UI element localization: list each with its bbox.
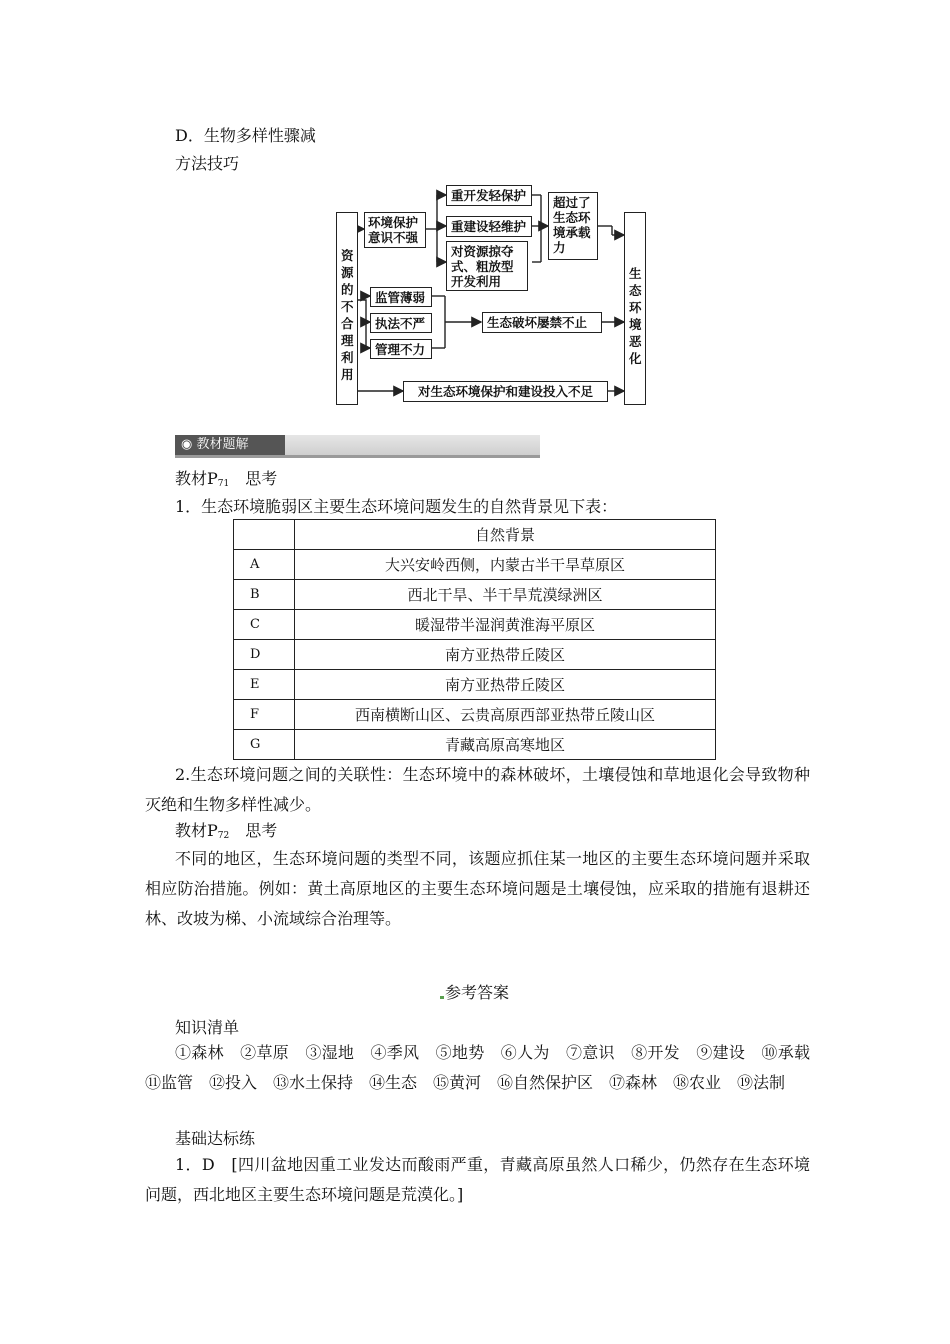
table-row-text: 大兴安岭西侧，内蒙古半干旱草原区 <box>295 550 716 580</box>
decorative-dot-icon <box>623 441 631 449</box>
table-header-row <box>234 520 716 550</box>
question-2-text <box>145 760 810 820</box>
diagram-resource-misuse-label: 资源的不合理利用 <box>341 248 354 382</box>
think-2-answer-body: 不同的地区，生态环境问题的类型不同，该题应抓住某一地区的主要生态环境问题并采取相应防治措施。例如：黄土高原地区的主要生态环境问题是土壤侵蚀，应采取的措施有退耕还林、改坡为梯、小流域综合治理等。 <box>145 849 810 928</box>
diagram-investment-box <box>403 381 608 402</box>
diagram-damage-label: 生态破坏屡禁不止 <box>487 315 588 330</box>
question-2-body: 2.生态环境问题之间的关联性：生态环境中的森林破坏，土壤侵蚀和草地退化会导致物种灭绝和生物多样性减少。 <box>145 765 810 814</box>
think-heading-1-suffix: 思考 <box>229 469 278 488</box>
diagram-arrows <box>0 0 950 420</box>
knowledge-title: 知识清单 <box>175 1018 240 1037</box>
knowledge-answers <box>145 1038 827 1098</box>
section-header-bar <box>175 435 540 458</box>
decorative-dot-icon <box>605 441 613 449</box>
diagram-damage-box <box>482 312 602 333</box>
table-row-code: F <box>234 700 295 730</box>
table-row <box>234 610 716 640</box>
diagram-development-label-2: 重建设轻维护 <box>451 219 527 234</box>
table-row-text: 青藏高原高寒地区 <box>295 730 716 760</box>
diagram-management-box-1 <box>370 287 432 307</box>
question-1-text: 1．生态环境脆弱区主要生态环境问题发生的自然背景见下表： <box>175 497 618 516</box>
diagram-development-box-2 <box>446 216 532 237</box>
natural-background-table <box>233 519 716 760</box>
table-row-text: 西北干旱、半干旱荒漠绿洲区 <box>295 580 716 610</box>
section-header-label: ◉ 教材题解 <box>175 435 285 455</box>
table-row-code: E <box>234 670 295 700</box>
diagram-management-box-2 <box>370 313 432 333</box>
table-row <box>234 670 716 700</box>
practice-answer <box>145 1150 810 1210</box>
diagram-awareness-label: 环境保护意识不强 <box>368 215 419 245</box>
think-heading-2-suffix: 思考 <box>229 821 278 840</box>
diagram-management-label-3: 管理不力 <box>375 342 426 357</box>
diagram-exceed-label: 超过了生态环境承载力 <box>553 195 591 255</box>
table-row-text: 西南横断山区、云贵高原西部亚热带丘陵山区 <box>295 700 716 730</box>
decorative-dot-icon <box>677 441 685 449</box>
table-row <box>234 580 716 610</box>
practice-title: 基础达标练 <box>175 1129 256 1148</box>
diagram-development-box-3 <box>446 241 528 291</box>
answer-title-label: 参考答案 <box>445 983 510 1002</box>
option-d: D．生物多样性骤减 <box>175 126 316 145</box>
diagram-management-label-1: 监管薄弱 <box>375 290 426 305</box>
table-row-code: D <box>234 640 295 670</box>
think-heading-2-page: 72 <box>217 831 230 841</box>
diagram-resource-misuse-box <box>336 212 358 405</box>
practice-answer-body: 1．D [四川盆地因重工业发达而酸雨严重，青藏高原虽然人口稀少，仍然存在生态环境问题，西北地区主要生态环境问题是荒漠化。] <box>145 1155 810 1204</box>
answer-mark-icon <box>440 996 444 999</box>
diagram-development-box-1 <box>446 185 532 206</box>
diagram-result-label: 生态环境恶化 <box>629 266 642 366</box>
think-2-answer <box>145 844 810 934</box>
think-heading-1-page: 71 <box>217 479 230 489</box>
table-row-code: G <box>234 730 295 760</box>
table-header-cell: 自然背景 <box>295 520 716 550</box>
table-header-blank <box>234 520 295 550</box>
answer-title <box>440 980 509 1003</box>
table-row <box>234 640 716 670</box>
diagram-result-box <box>624 212 646 405</box>
table-row-text: 南方亚热带丘陵区 <box>295 640 716 670</box>
diagram-awareness-box <box>364 212 426 248</box>
table-row <box>234 730 716 760</box>
diagram-management-box-3 <box>370 339 432 359</box>
diagram-management-label-2: 执法不严 <box>375 316 426 331</box>
decorative-dot-icon <box>695 441 703 449</box>
decorative-dot-icon <box>641 441 649 449</box>
think-heading-1 <box>175 466 277 489</box>
table-row-code: B <box>234 580 295 610</box>
table-row-text: 暖湿带半湿润黄淮海平原区 <box>295 610 716 640</box>
table-row-code: A <box>234 550 295 580</box>
table-row-text: 南方亚热带丘陵区 <box>295 670 716 700</box>
knowledge-answers-body: ①森林 ②草原 ③湿地 ④季风 ⑤地势 ⑥人为 ⑦意识 ⑧开发 ⑨建设 ⑩承载 ⑪监管 ⑫投入 ⑬水土保持 ⑭生态 ⑮黄河 ⑯自然保护区 ⑰森林 ⑱农业 ⑲法制 <box>145 1043 827 1092</box>
diagram-development-label-1: 重开发轻保护 <box>451 188 527 203</box>
think-heading-2-prefix: 教材P <box>175 821 218 840</box>
think-heading-1-prefix: 教材P <box>175 469 218 488</box>
diagram-exceed-box <box>548 192 598 260</box>
diagram-development-label-3: 对资源掠夺式、粗放型开发利用 <box>451 244 514 289</box>
diagram-investment-label: 对生态环境保护和建设投入不足 <box>417 384 593 399</box>
table-row <box>234 550 716 580</box>
think-heading-2 <box>175 818 277 841</box>
table-row-code: C <box>234 610 295 640</box>
method-title: 方法技巧 <box>175 154 240 173</box>
table-row <box>234 700 716 730</box>
decorative-dot-icon <box>659 441 667 449</box>
